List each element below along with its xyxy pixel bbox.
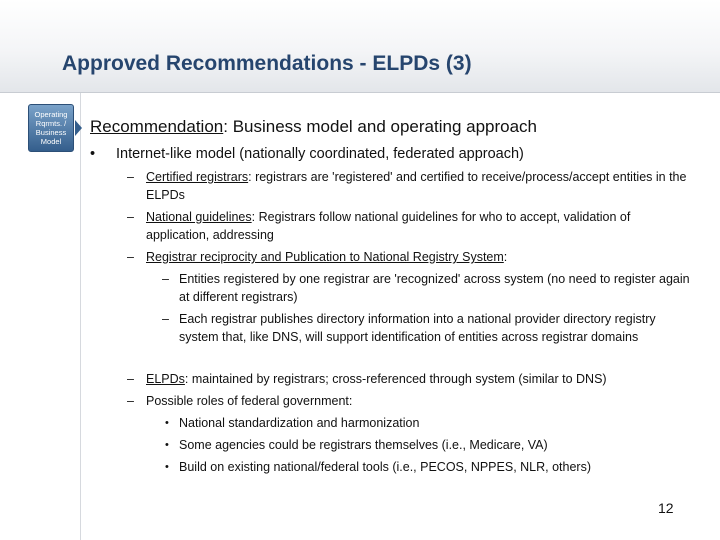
dash-marker: – xyxy=(162,272,169,286)
dash-marker: – xyxy=(127,250,134,264)
section-tag-label: Operating Rqrmts. / Business Model xyxy=(34,110,68,146)
item-national-guidelines xyxy=(127,208,696,244)
slide-title: Approved Recommendations - ELPDs (3) xyxy=(62,52,472,75)
dash-marker: – xyxy=(127,170,134,184)
section-tag-arrow xyxy=(75,120,82,136)
page-number: 12 xyxy=(658,500,674,516)
sub-item-text: Each registrar publishes directory information into a national provider directory registry system that, like DNS, will support identification of entities across registrar domains xyxy=(179,312,656,344)
role-text: Build on existing national/federal tools (i.e., PECOS, NPPES, NLR, others) xyxy=(179,460,591,474)
item-lead: Registrar reciprocity and Publication to National Registry System xyxy=(146,250,504,264)
section-tag xyxy=(28,104,74,152)
bullet-text: Internet-like model (nationally coordinated, federated approach) xyxy=(116,146,524,162)
item-lead: Certified registrars xyxy=(146,170,249,184)
role-agencies xyxy=(165,436,694,454)
item-elpds xyxy=(127,370,696,388)
dot-marker: • xyxy=(165,417,169,429)
item-text: Possible roles of federal government: xyxy=(146,394,353,408)
role-text: Some agencies could be registrars themselves (i.e., Medicare, VA) xyxy=(179,438,548,452)
sidebar-divider xyxy=(80,93,81,540)
item-text: : xyxy=(503,250,508,264)
sub-item-text: Entities registered by one registrar are 'recognized' across system (no need to register again at different registrars) xyxy=(179,272,690,304)
role-existing-tools xyxy=(165,458,694,476)
role-standardization xyxy=(165,414,694,432)
sub-item-recognized xyxy=(162,270,694,306)
item-lead: National guidelines xyxy=(146,210,252,224)
dot-marker: • xyxy=(165,439,169,451)
dash-marker: – xyxy=(127,372,134,386)
item-text: : registrars are 'registered' and certified to receive/process/accept entities in the ELPDs xyxy=(146,170,687,202)
item-registrar-reciprocity xyxy=(127,248,696,266)
bullet-marker: • xyxy=(90,146,96,162)
recommendation-label: Recommendation xyxy=(90,117,224,136)
dash-marker: – xyxy=(127,394,134,408)
recommendation-heading xyxy=(90,117,537,137)
item-lead: ELPDs xyxy=(146,372,185,386)
header-band xyxy=(0,0,720,92)
item-certified-registrars xyxy=(127,168,696,204)
dash-marker: – xyxy=(127,210,134,224)
dash-marker: – xyxy=(162,312,169,326)
header-divider xyxy=(0,92,720,93)
dot-marker: • xyxy=(165,461,169,473)
recommendation-text: : Business model and operating approach xyxy=(223,117,538,136)
item-text: : Registrars follow national guidelines for who to accept, validation of application, addressing xyxy=(146,210,631,242)
item-federal-roles xyxy=(127,392,696,410)
role-text: National standardization and harmonization xyxy=(179,416,420,430)
item-text: : maintained by registrars; cross-referenced through system (similar to DNS) xyxy=(184,372,607,386)
sub-item-publishes xyxy=(162,310,694,346)
